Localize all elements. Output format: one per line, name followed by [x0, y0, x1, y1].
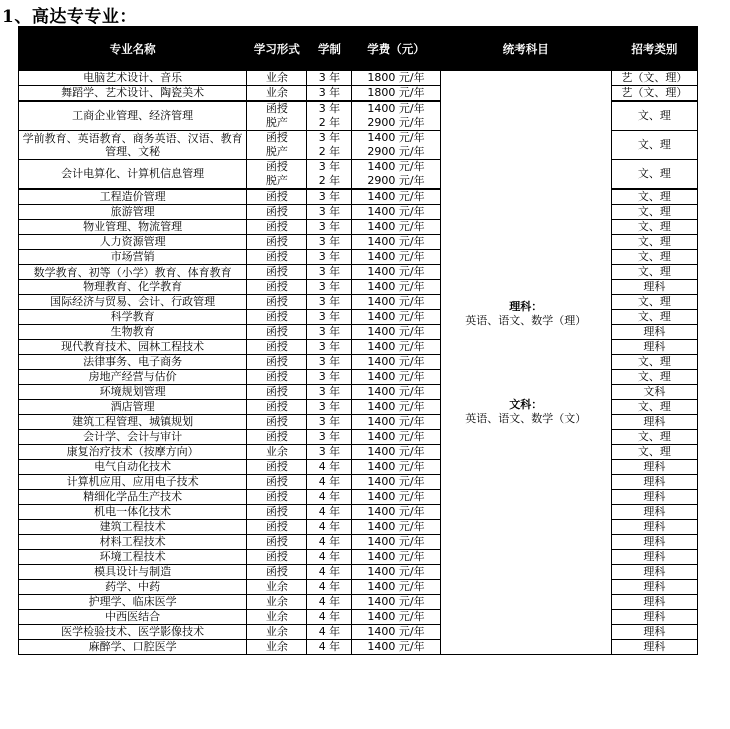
study-form-cell: 函授: [247, 550, 307, 565]
tuition-cell: 1400 元/年: [352, 189, 440, 205]
category-cell: 理科: [611, 340, 697, 355]
tuition-cell: 1800 元/年: [352, 71, 440, 86]
duration-cell: 4 年: [307, 595, 352, 610]
category-cell: 理科: [611, 550, 697, 565]
category-cell: 文、理: [611, 250, 697, 265]
category-cell: 文、理: [611, 430, 697, 445]
tuition-cell: 1400 元/年: [352, 280, 440, 295]
category-cell: 文、理: [611, 220, 697, 235]
category-cell: 文、理: [611, 131, 697, 160]
duration-cell: 3 年: [307, 385, 352, 400]
study-form-cell: 函授: [247, 280, 307, 295]
major-name-cell: 计算机应用、应用电子技术: [19, 475, 247, 490]
category-cell: 文、理: [611, 235, 697, 250]
tuition-cell: 1400 元/年: [352, 355, 440, 370]
major-name-cell: 国际经济与贸易、会计、行政管理: [19, 295, 247, 310]
study-form-cell: 函授: [247, 189, 307, 205]
header-years: 学制: [307, 27, 352, 71]
major-name-cell: 旅游管理: [19, 205, 247, 220]
study-form-cell: 业余: [247, 580, 307, 595]
major-name-cell: 市场营销: [19, 250, 247, 265]
study-form-cell: 函授: [247, 505, 307, 520]
tuition-cell: 1400 元/年: [352, 550, 440, 565]
category-cell: 理科: [611, 610, 697, 625]
duration-cell: 3 年: [307, 415, 352, 430]
category-cell: 理科: [611, 535, 697, 550]
duration-cell: 3 年: [307, 370, 352, 385]
tuition-cell: 1400 元/年: [352, 640, 440, 655]
header-subjects: 统考科目: [440, 27, 611, 71]
tuition-cell: 1400 元/年: [352, 340, 440, 355]
major-name-cell: 会计学、会计与审计: [19, 430, 247, 445]
category-cell: 文、理: [611, 101, 697, 131]
category-cell: 文、理: [611, 355, 697, 370]
study-form-cell: 函授: [247, 265, 307, 280]
duration-cell: 3 年 2 年: [307, 160, 352, 190]
category-cell: 文、理: [611, 205, 697, 220]
major-name-cell: 护理学、临床医学: [19, 595, 247, 610]
tuition-cell: 1400 元/年: [352, 235, 440, 250]
study-form-cell: 函授: [247, 430, 307, 445]
category-cell: 文、理: [611, 295, 697, 310]
table-row: [19, 71, 698, 86]
duration-cell: 4 年: [307, 520, 352, 535]
header-fee: 学费（元）: [352, 27, 440, 71]
tuition-cell: 1400 元/年: [352, 535, 440, 550]
major-name-cell: 现代教育技术、园林工程技术: [19, 340, 247, 355]
tuition-cell: 1400 元/年: [352, 490, 440, 505]
major-name-cell: 工商企业管理、经济管理: [19, 101, 247, 131]
major-name-cell: 康复治疗技术（按摩方向）: [19, 445, 247, 460]
category-cell: 理科: [611, 490, 697, 505]
study-form-cell: 业余: [247, 610, 307, 625]
tuition-cell: 1800 元/年: [352, 86, 440, 102]
tuition-cell: 1400 元/年: [352, 400, 440, 415]
study-form-cell: 函授: [247, 400, 307, 415]
duration-cell: 4 年: [307, 580, 352, 595]
duration-cell: 3 年: [307, 265, 352, 280]
major-name-cell: 法律事务、电子商务: [19, 355, 247, 370]
major-name-cell: 生物教育: [19, 325, 247, 340]
category-cell: 文、理: [611, 189, 697, 205]
tuition-cell: 1400 元/年: [352, 445, 440, 460]
study-form-cell: 函授: [247, 460, 307, 475]
majors-table: [18, 26, 698, 655]
major-name-cell: 环境工程技术: [19, 550, 247, 565]
major-name-cell: 建筑工程管理、城镇规划: [19, 415, 247, 430]
science-title: 理科：: [509, 299, 543, 313]
tuition-cell: 1400 元/年: [352, 370, 440, 385]
study-form-cell: 函授: [247, 220, 307, 235]
major-name-cell: 学前教育、英语教育、商务英语、汉语、教育管理、文秘: [19, 131, 247, 160]
duration-cell: 3 年: [307, 445, 352, 460]
duration-cell: 3 年: [307, 250, 352, 265]
duration-cell: 4 年: [307, 640, 352, 655]
duration-cell: 3 年 2 年: [307, 131, 352, 160]
study-form-cell: 业余: [247, 625, 307, 640]
tuition-cell: 1400 元/年: [352, 325, 440, 340]
tuition-cell: 1400 元/年: [352, 220, 440, 235]
duration-cell: 3 年 2 年: [307, 101, 352, 131]
major-name-cell: 麻醉学、口腔医学: [19, 640, 247, 655]
study-form-cell: 业余: [247, 595, 307, 610]
duration-cell: 4 年: [307, 625, 352, 640]
category-cell: 理科: [611, 460, 697, 475]
major-name-cell: 酒店管理: [19, 400, 247, 415]
tuition-cell: 1400 元/年: [352, 415, 440, 430]
category-cell: 文、理: [611, 265, 697, 280]
study-form-cell: 函授: [247, 295, 307, 310]
major-name-cell: 工程造价管理: [19, 189, 247, 205]
category-cell: 文科: [611, 385, 697, 400]
major-name-cell: 科学教育: [19, 310, 247, 325]
duration-cell: 3 年: [307, 205, 352, 220]
duration-cell: 4 年: [307, 475, 352, 490]
major-name-cell: 模具设计与制造: [19, 565, 247, 580]
major-name-cell: 机电一体化技术: [19, 505, 247, 520]
header-category: 招考类别: [611, 27, 697, 71]
category-cell: 文、理: [611, 310, 697, 325]
category-cell: 文、理: [611, 445, 697, 460]
duration-cell: 4 年: [307, 550, 352, 565]
duration-cell: 4 年: [307, 535, 352, 550]
duration-cell: 3 年: [307, 71, 352, 86]
category-cell: 理科: [611, 595, 697, 610]
study-form-cell: 业余: [247, 71, 307, 86]
major-name-cell: 材料工程技术: [19, 535, 247, 550]
study-form-cell: 函授: [247, 535, 307, 550]
study-form-cell: 函授: [247, 520, 307, 535]
category-cell: 理科: [611, 475, 697, 490]
study-form-cell: 函授: [247, 490, 307, 505]
duration-cell: 3 年: [307, 189, 352, 205]
tuition-cell: 1400 元/年: [352, 460, 440, 475]
duration-cell: 3 年: [307, 280, 352, 295]
study-form-cell: 函授: [247, 250, 307, 265]
category-cell: 理科: [611, 505, 697, 520]
tuition-cell: 1400 元/年: [352, 250, 440, 265]
study-form-cell: 函授: [247, 205, 307, 220]
major-name-cell: 舞蹈学、艺术设计、陶瓷美术: [19, 86, 247, 102]
study-form-cell: 函授: [247, 385, 307, 400]
exam-subjects-cell: [440, 71, 611, 655]
duration-cell: 3 年: [307, 400, 352, 415]
major-name-cell: 精细化学品生产技术: [19, 490, 247, 505]
tuition-cell: 1400 元/年 2900 元/年: [352, 101, 440, 131]
category-cell: 文、理: [611, 160, 697, 190]
tuition-cell: 1400 元/年: [352, 265, 440, 280]
category-cell: 艺（文、理）: [611, 71, 697, 86]
tuition-cell: 1400 元/年: [352, 505, 440, 520]
tuition-cell: 1400 元/年 2900 元/年: [352, 160, 440, 190]
major-name-cell: 建筑工程技术: [19, 520, 247, 535]
duration-cell: 3 年: [307, 340, 352, 355]
category-cell: 理科: [611, 325, 697, 340]
science-subjects: 英语、语文、数学（理）: [465, 313, 587, 327]
category-cell: 艺（文、理）: [611, 86, 697, 102]
spacer: [441, 328, 611, 398]
duration-cell: 3 年: [307, 220, 352, 235]
major-name-cell: 药学、中药: [19, 580, 247, 595]
header-form: 学习形式: [247, 27, 307, 71]
study-form-cell: 函授: [247, 475, 307, 490]
major-name-cell: 人力资源管理: [19, 235, 247, 250]
major-name-cell: 会计电算化、计算机信息管理: [19, 160, 247, 190]
major-name-cell: 电脑艺术设计、音乐: [19, 71, 247, 86]
tuition-cell: 1400 元/年 2900 元/年: [352, 131, 440, 160]
major-name-cell: 物业管理、物流管理: [19, 220, 247, 235]
major-name-cell: 物理教育、化学教育: [19, 280, 247, 295]
duration-cell: 4 年: [307, 565, 352, 580]
arts-title: 文科：: [509, 397, 543, 411]
category-cell: 理科: [611, 280, 697, 295]
study-form-cell: 函授: [247, 340, 307, 355]
tuition-cell: 1400 元/年: [352, 385, 440, 400]
category-cell: 理科: [611, 580, 697, 595]
duration-cell: 4 年: [307, 490, 352, 505]
study-form-cell: 函授: [247, 325, 307, 340]
duration-cell: 3 年: [307, 355, 352, 370]
major-name-cell: 中西医结合: [19, 610, 247, 625]
major-name-cell: 数学教育、初等（小学）教育、体育教育: [19, 265, 247, 280]
category-cell: 文、理: [611, 400, 697, 415]
study-form-cell: 函授 脱产: [247, 101, 307, 131]
duration-cell: 4 年: [307, 610, 352, 625]
study-form-cell: 函授: [247, 415, 307, 430]
tuition-cell: 1400 元/年: [352, 580, 440, 595]
tuition-cell: 1400 元/年: [352, 520, 440, 535]
category-cell: 理科: [611, 625, 697, 640]
study-form-cell: 函授: [247, 370, 307, 385]
study-form-cell: 函授 脱产: [247, 131, 307, 160]
study-form-cell: 函授: [247, 565, 307, 580]
table-header-row: [19, 27, 698, 71]
tuition-cell: 1400 元/年: [352, 595, 440, 610]
duration-cell: 3 年: [307, 235, 352, 250]
category-cell: 理科: [611, 640, 697, 655]
duration-cell: 4 年: [307, 505, 352, 520]
duration-cell: 4 年: [307, 460, 352, 475]
study-form-cell: 函授 脱产: [247, 160, 307, 190]
major-name-cell: 房地产经营与估价: [19, 370, 247, 385]
category-cell: 理科: [611, 415, 697, 430]
tuition-cell: 1400 元/年: [352, 625, 440, 640]
category-cell: 理科: [611, 520, 697, 535]
duration-cell: 3 年: [307, 86, 352, 102]
duration-cell: 3 年: [307, 295, 352, 310]
study-form-cell: 业余: [247, 86, 307, 102]
study-form-cell: 业余: [247, 640, 307, 655]
duration-cell: 3 年: [307, 310, 352, 325]
tuition-cell: 1400 元/年: [352, 205, 440, 220]
header-name: 专业名称: [19, 27, 247, 71]
tuition-cell: 1400 元/年: [352, 475, 440, 490]
study-form-cell: 业余: [247, 445, 307, 460]
study-form-cell: 函授: [247, 355, 307, 370]
major-name-cell: 电气自动化技术: [19, 460, 247, 475]
category-cell: 文、理: [611, 370, 697, 385]
major-name-cell: 医学检验技术、医学影像技术: [19, 625, 247, 640]
tuition-cell: 1400 元/年: [352, 565, 440, 580]
study-form-cell: 函授: [247, 310, 307, 325]
category-cell: 理科: [611, 565, 697, 580]
tuition-cell: 1400 元/年: [352, 610, 440, 625]
study-form-cell: 函授: [247, 235, 307, 250]
tuition-cell: 1400 元/年: [352, 310, 440, 325]
major-name-cell: 环境规划管理: [19, 385, 247, 400]
duration-cell: 3 年: [307, 430, 352, 445]
section-heading: 1、高达专专业：: [2, 7, 137, 27]
tuition-cell: 1400 元/年: [352, 430, 440, 445]
duration-cell: 3 年: [307, 325, 352, 340]
tuition-cell: 1400 元/年: [352, 295, 440, 310]
arts-subjects: 英语、语文、数学（文）: [465, 411, 587, 425]
